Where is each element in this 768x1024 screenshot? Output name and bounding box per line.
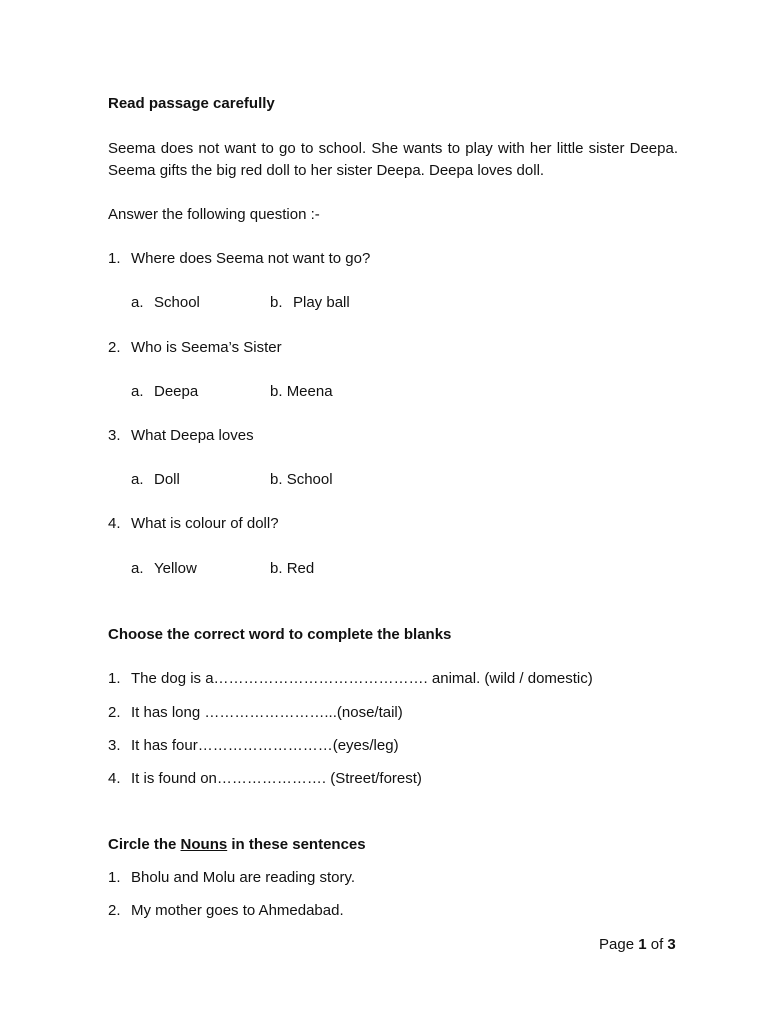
option-text: Red: [286, 560, 315, 577]
question-number: 2.: [108, 339, 121, 356]
section1-heading: Read passage carefully: [108, 95, 275, 112]
question-number: 4.: [108, 515, 121, 532]
question-3-option-a: [131, 471, 180, 489]
option-label: a.: [131, 294, 144, 311]
noun-sentence-1: [108, 869, 355, 887]
question-4-option-a: [131, 560, 197, 578]
option-text: Deepa: [154, 383, 199, 400]
option-text: School: [154, 294, 200, 311]
option-text: Doll: [154, 471, 180, 488]
question-1: [108, 250, 370, 268]
question-2-option-b: [270, 383, 333, 401]
question-text: What is colour of doll?: [131, 515, 279, 532]
blank-item-4: [108, 770, 422, 788]
option-label: a.: [131, 383, 144, 400]
page-number: [599, 936, 676, 954]
question-1-option-b: [270, 294, 350, 312]
question-4-option-b: [270, 560, 314, 578]
answer-instruction: Answer the following question :-: [108, 206, 320, 223]
item-text: My mother goes to Ahmedabad.: [131, 902, 344, 919]
item-number: 3.: [108, 737, 121, 754]
item-number: 2.: [108, 902, 121, 919]
option-label: a.: [131, 560, 144, 577]
question-2: [108, 339, 282, 357]
question-3-option-b: [270, 471, 333, 489]
question-number: 3.: [108, 427, 121, 444]
item-text: It has four………………………(eyes/leg): [131, 737, 399, 754]
blank-item-1: [108, 670, 593, 688]
item-text: It is found on…………………. (Street/forest): [131, 770, 422, 787]
option-text: Play ball: [293, 294, 350, 311]
question-text: What Deepa loves: [131, 427, 254, 444]
question-1-option-a: [131, 294, 200, 312]
page-label: Page: [599, 936, 635, 953]
item-number: 4.: [108, 770, 121, 787]
option-text: Yellow: [154, 560, 197, 577]
question-4: [108, 515, 279, 533]
option-label: b.: [270, 294, 283, 311]
heading-suffix: in these sentences: [227, 836, 366, 853]
heading-prefix: Circle the: [108, 836, 181, 853]
option-text: Meena: [286, 383, 333, 400]
option-label: b.: [270, 383, 283, 400]
item-text: The dog is a……………………………………. animal. (wild / domestic): [131, 670, 593, 687]
option-label: b.: [270, 560, 283, 577]
item-number: 1.: [108, 869, 121, 886]
item-text: Bholu and Molu are reading story.: [131, 869, 356, 886]
reading-passage: Seema does not want to go to school. She wants to play with her little sister Deepa. Seema gifts the big red doll to her sister Deepa. Deepa loves doll.: [108, 140, 678, 179]
current-page: 1: [638, 936, 647, 953]
question-3: [108, 427, 254, 445]
item-text: It has long ……………………...(nose/tail): [131, 704, 403, 721]
option-text: School: [286, 471, 333, 488]
total-pages: 3: [667, 936, 676, 953]
blank-item-3: [108, 737, 399, 755]
section2-heading: Choose the correct word to complete the blanks: [108, 626, 452, 643]
section3-heading: [108, 836, 366, 854]
question-number: 1.: [108, 250, 121, 267]
option-label: a.: [131, 471, 144, 488]
question-text: Where does Seema not want to go?: [131, 250, 371, 267]
item-number: 2.: [108, 704, 121, 721]
of-label: of: [650, 936, 664, 953]
item-number: 1.: [108, 670, 121, 687]
question-text: Who is Seema’s Sister: [131, 339, 282, 356]
heading-underlined-word: Nouns: [180, 836, 228, 853]
blank-item-2: [108, 704, 403, 722]
question-2-option-a: [131, 383, 198, 401]
noun-sentence-2: [108, 902, 344, 920]
option-label: b.: [270, 471, 283, 488]
